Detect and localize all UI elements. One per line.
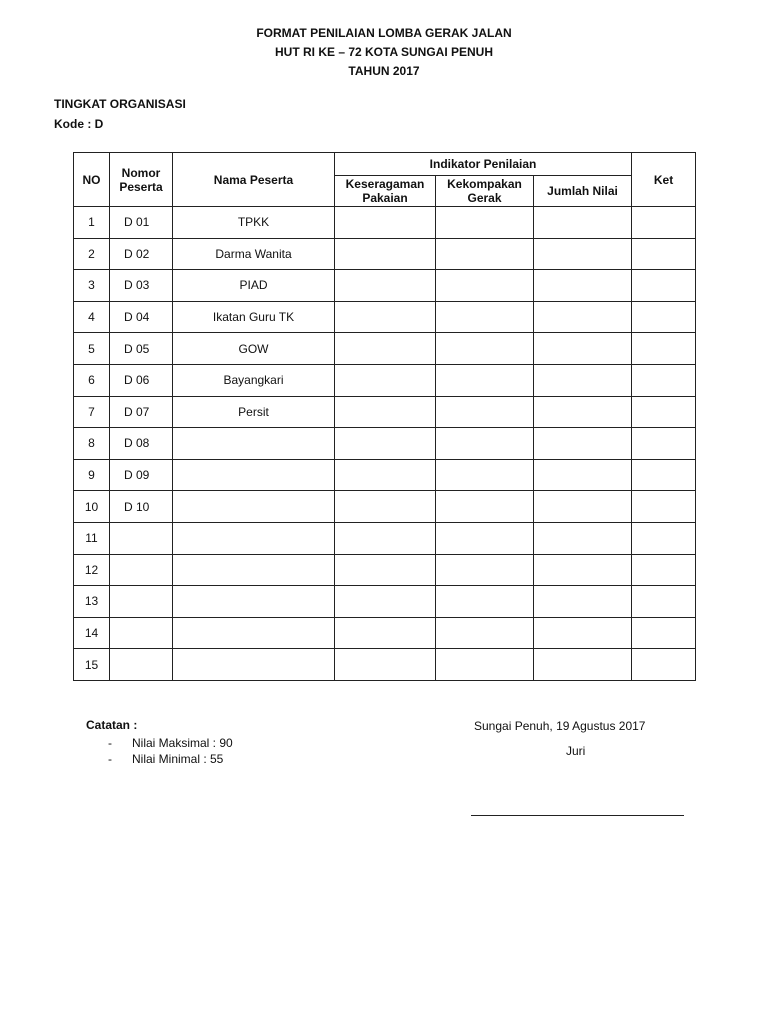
cell-no: 10 xyxy=(74,491,110,523)
cell-nama-peserta: Darma Wanita xyxy=(173,238,335,270)
cell-jumlah-nilai xyxy=(534,586,632,618)
cell-nomor-peserta: D 09 xyxy=(110,459,173,491)
table-row xyxy=(74,270,696,302)
document-title xyxy=(0,24,768,81)
signature-line xyxy=(471,815,684,816)
cell-jumlah-nilai xyxy=(534,617,632,649)
cell-ket xyxy=(632,522,696,554)
cell-jumlah-nilai xyxy=(534,301,632,333)
table-row xyxy=(74,554,696,586)
cell-nomor-peserta xyxy=(110,586,173,618)
cell-nama-peserta xyxy=(173,617,335,649)
place-date: Sungai Penuh, 19 Agustus 2017 xyxy=(474,719,646,733)
table-row xyxy=(74,428,696,460)
table-row xyxy=(74,364,696,396)
cell-kekompakan xyxy=(436,333,534,365)
table-row xyxy=(74,207,696,239)
table-row xyxy=(74,459,696,491)
cell-ket xyxy=(632,491,696,523)
note-item xyxy=(86,735,233,751)
cell-jumlah-nilai xyxy=(534,364,632,396)
col-nama-peserta-header: Nama Peserta xyxy=(173,153,335,207)
cell-nomor-peserta: D 02 xyxy=(110,238,173,270)
col-keseragaman-header: Keseragaman Pakaian xyxy=(335,176,436,207)
table-row xyxy=(74,617,696,649)
cell-nama-peserta xyxy=(173,428,335,460)
cell-jumlah-nilai xyxy=(534,459,632,491)
col-no-header: NO xyxy=(74,153,110,207)
cell-nama-peserta xyxy=(173,459,335,491)
cell-nama-peserta xyxy=(173,554,335,586)
cell-keseragaman xyxy=(335,522,436,554)
cell-kekompakan xyxy=(436,207,534,239)
cell-kekompakan xyxy=(436,301,534,333)
cell-keseragaman xyxy=(335,459,436,491)
cell-ket xyxy=(632,459,696,491)
cell-jumlah-nilai xyxy=(534,238,632,270)
table-row xyxy=(74,396,696,428)
cell-nomor-peserta: D 08 xyxy=(110,428,173,460)
cell-jumlah-nilai xyxy=(534,428,632,460)
cell-nomor-peserta xyxy=(110,522,173,554)
cell-nama-peserta: TPKK xyxy=(173,207,335,239)
cell-nama-peserta xyxy=(173,522,335,554)
col-kekompakan-header: Kekompakan Gerak xyxy=(436,176,534,207)
cell-keseragaman xyxy=(335,428,436,460)
cell-nama-peserta xyxy=(173,586,335,618)
cell-keseragaman xyxy=(335,586,436,618)
cell-no: 2 xyxy=(74,238,110,270)
note-text: Nilai Maksimal : 90 xyxy=(132,736,233,750)
cell-ket xyxy=(632,301,696,333)
col-ket-header: Ket xyxy=(632,153,696,207)
cell-nama-peserta xyxy=(173,649,335,681)
note-dash: - xyxy=(108,752,112,766)
cell-no: 14 xyxy=(74,617,110,649)
cell-ket xyxy=(632,207,696,239)
cell-keseragaman xyxy=(335,491,436,523)
cell-nomor-peserta xyxy=(110,649,173,681)
cell-keseragaman xyxy=(335,333,436,365)
notes-title: Catatan : xyxy=(86,718,138,732)
tingkat-label: TINGKAT ORGANISASI xyxy=(54,97,186,111)
cell-no: 4 xyxy=(74,301,110,333)
cell-kekompakan xyxy=(436,396,534,428)
cell-kekompakan xyxy=(436,364,534,396)
cell-kekompakan xyxy=(436,586,534,618)
cell-kekompakan xyxy=(436,459,534,491)
cell-ket xyxy=(632,333,696,365)
cell-kekompakan xyxy=(436,491,534,523)
cell-ket xyxy=(632,649,696,681)
cell-jumlah-nilai xyxy=(534,554,632,586)
cell-nama-peserta: Bayangkari xyxy=(173,364,335,396)
cell-keseragaman xyxy=(335,270,436,302)
cell-ket xyxy=(632,554,696,586)
score-table xyxy=(73,152,696,681)
cell-keseragaman xyxy=(335,207,436,239)
col-nomor-peserta-header: Nomor Peserta xyxy=(110,153,173,207)
cell-keseragaman xyxy=(335,617,436,649)
cell-no: 15 xyxy=(74,649,110,681)
col-jumlah-header: Jumlah Nilai xyxy=(534,176,632,207)
cell-ket xyxy=(632,364,696,396)
cell-nama-peserta: PIAD xyxy=(173,270,335,302)
table-row xyxy=(74,301,696,333)
table-row xyxy=(74,238,696,270)
col-indikator-header: Indikator Penilaian xyxy=(335,153,632,176)
note-dash: - xyxy=(108,736,112,750)
cell-nomor-peserta xyxy=(110,617,173,649)
cell-ket xyxy=(632,617,696,649)
cell-nomor-peserta: D 10 xyxy=(110,491,173,523)
cell-no: 5 xyxy=(74,333,110,365)
cell-nomor-peserta: D 03 xyxy=(110,270,173,302)
table-row xyxy=(74,333,696,365)
cell-keseragaman xyxy=(335,238,436,270)
cell-nomor-peserta xyxy=(110,554,173,586)
cell-keseragaman xyxy=(335,364,436,396)
cell-jumlah-nilai xyxy=(534,491,632,523)
cell-nomor-peserta: D 06 xyxy=(110,364,173,396)
title-line-3: TAHUN 2017 xyxy=(348,64,420,78)
cell-keseragaman xyxy=(335,396,436,428)
juri-label: Juri xyxy=(566,744,586,758)
cell-no: 3 xyxy=(74,270,110,302)
cell-ket xyxy=(632,586,696,618)
table-row xyxy=(74,491,696,523)
title-line-2: HUT RI KE – 72 KOTA SUNGAI PENUH xyxy=(274,45,494,59)
cell-no: 8 xyxy=(74,428,110,460)
cell-keseragaman xyxy=(335,554,436,586)
cell-no: 13 xyxy=(74,586,110,618)
cell-kekompakan xyxy=(436,617,534,649)
table-row xyxy=(74,649,696,681)
cell-nama-peserta: Ikatan Guru TK xyxy=(173,301,335,333)
cell-kekompakan xyxy=(436,238,534,270)
table-row xyxy=(74,586,696,618)
note-text: Nilai Minimal : 55 xyxy=(132,752,224,766)
cell-nama-peserta: GOW xyxy=(173,333,335,365)
cell-nomor-peserta: D 05 xyxy=(110,333,173,365)
cell-nomor-peserta: D 01 xyxy=(110,207,173,239)
cell-jumlah-nilai xyxy=(534,270,632,302)
cell-kekompakan xyxy=(436,428,534,460)
cell-keseragaman xyxy=(335,649,436,681)
cell-ket xyxy=(632,270,696,302)
cell-no: 12 xyxy=(74,554,110,586)
cell-kekompakan xyxy=(436,522,534,554)
cell-kekompakan xyxy=(436,270,534,302)
notes xyxy=(86,718,233,767)
cell-jumlah-nilai xyxy=(534,649,632,681)
cell-jumlah-nilai xyxy=(534,522,632,554)
cell-ket xyxy=(632,428,696,460)
cell-nama-peserta: Persit xyxy=(173,396,335,428)
cell-no: 7 xyxy=(74,396,110,428)
cell-ket xyxy=(632,396,696,428)
cell-nomor-peserta: D 07 xyxy=(110,396,173,428)
kode-label: Kode : D xyxy=(54,117,104,131)
cell-nomor-peserta: D 04 xyxy=(110,301,173,333)
title-line-1: FORMAT PENILAIAN LOMBA GERAK JALAN xyxy=(256,26,512,40)
cell-keseragaman xyxy=(335,301,436,333)
cell-no: 9 xyxy=(74,459,110,491)
cell-nama-peserta xyxy=(173,491,335,523)
cell-no: 11 xyxy=(74,522,110,554)
cell-jumlah-nilai xyxy=(534,333,632,365)
cell-jumlah-nilai xyxy=(534,207,632,239)
cell-jumlah-nilai xyxy=(534,396,632,428)
cell-no: 6 xyxy=(74,364,110,396)
cell-no: 1 xyxy=(74,207,110,239)
note-item xyxy=(86,751,233,767)
cell-ket xyxy=(632,238,696,270)
table-row xyxy=(74,522,696,554)
cell-kekompakan xyxy=(436,554,534,586)
cell-kekompakan xyxy=(436,649,534,681)
